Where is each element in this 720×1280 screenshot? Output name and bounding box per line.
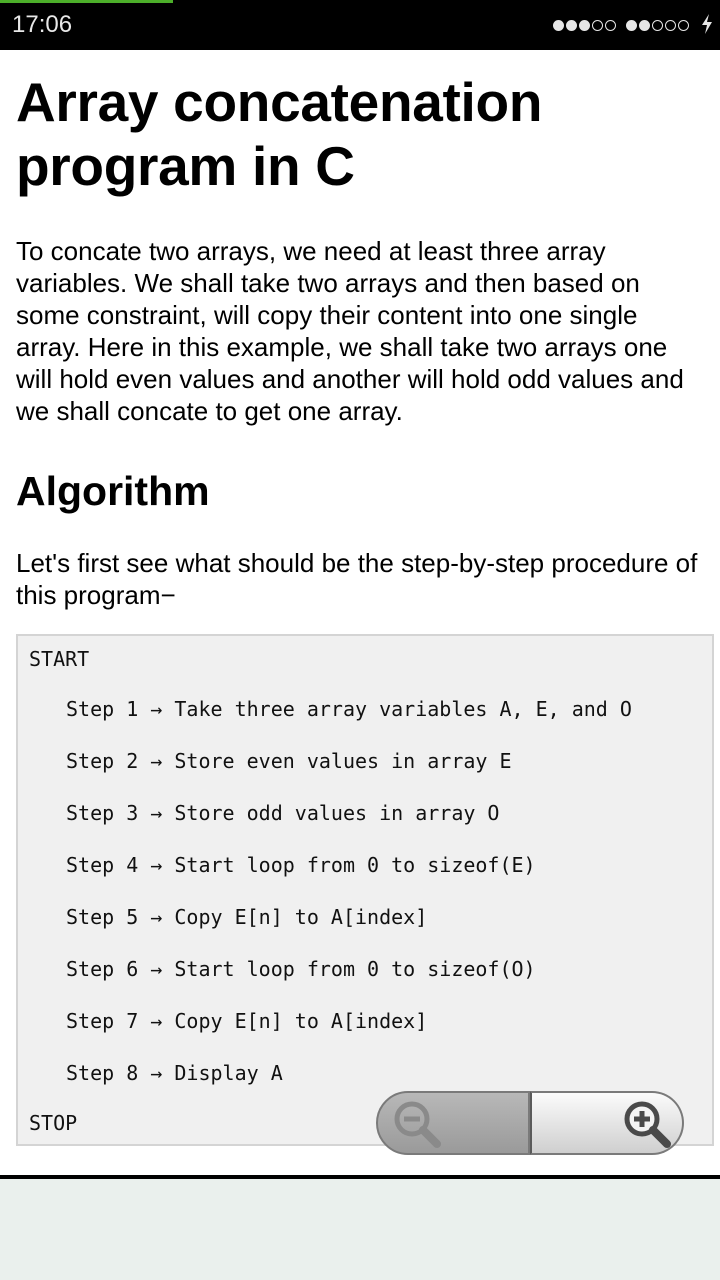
code-stop: STOP	[29, 1111, 78, 1135]
signal-dot	[592, 20, 603, 31]
signal-dot	[579, 20, 590, 31]
status-bar	[0, 0, 720, 50]
code-start: START	[29, 647, 90, 671]
signal-dot	[678, 20, 689, 31]
code-step: Step 1 → Take three array variables A, E, and O	[66, 697, 632, 721]
signal-dot	[639, 20, 650, 31]
zoom-in-icon	[622, 1099, 674, 1151]
clock: 17:06	[12, 11, 73, 38]
sim2-signal-icon	[626, 17, 689, 33]
signal-dot	[652, 20, 663, 31]
page-title: Array concatenation program in C	[16, 71, 543, 197]
zoom-out-button[interactable]	[376, 1091, 530, 1155]
article	[16, 50, 716, 611]
signal-dot	[553, 20, 564, 31]
page-load-progress	[0, 0, 173, 3]
code-step: Step 7 → Copy E[n] to A[index]	[66, 1009, 428, 1033]
intro-paragraph: To concate two arrays, we need at least three array variables. We shall take two arrays and then based on some constraint, will copy their content into one single array. Here in this example, we shall take two arrays one will hold even values and another will hold odd values and we shall concate to get one array.	[16, 236, 684, 426]
code-step: Step 6 → Start loop from 0 to sizeof(O)	[66, 957, 536, 981]
code-step: Step 8 → Display A	[66, 1061, 283, 1085]
charging-bolt-icon	[700, 14, 714, 34]
zoom-out-icon	[392, 1099, 444, 1151]
signal-dot	[626, 20, 637, 31]
code-step: Step 3 → Store odd values in array O	[66, 801, 500, 825]
signal-dot	[665, 20, 676, 31]
algorithm-code-block	[16, 634, 714, 1146]
algorithm-heading: Algorithm	[16, 468, 210, 514]
sim1-signal-icon	[553, 17, 616, 33]
signal-dot	[605, 20, 616, 31]
code-step: Step 2 → Store even values in array E	[66, 749, 512, 773]
lead-paragraph: Let's first see what should be the step-by-step procedure of this program−	[16, 548, 698, 610]
code-step: Step 5 → Copy E[n] to A[index]	[66, 905, 428, 929]
code-step: Step 4 → Start loop from 0 to sizeof(E)	[66, 853, 536, 877]
page-footer-area	[0, 1179, 720, 1280]
signal-dot	[566, 20, 577, 31]
zoom-controls	[376, 1091, 684, 1155]
zoom-in-button[interactable]	[530, 1091, 684, 1155]
